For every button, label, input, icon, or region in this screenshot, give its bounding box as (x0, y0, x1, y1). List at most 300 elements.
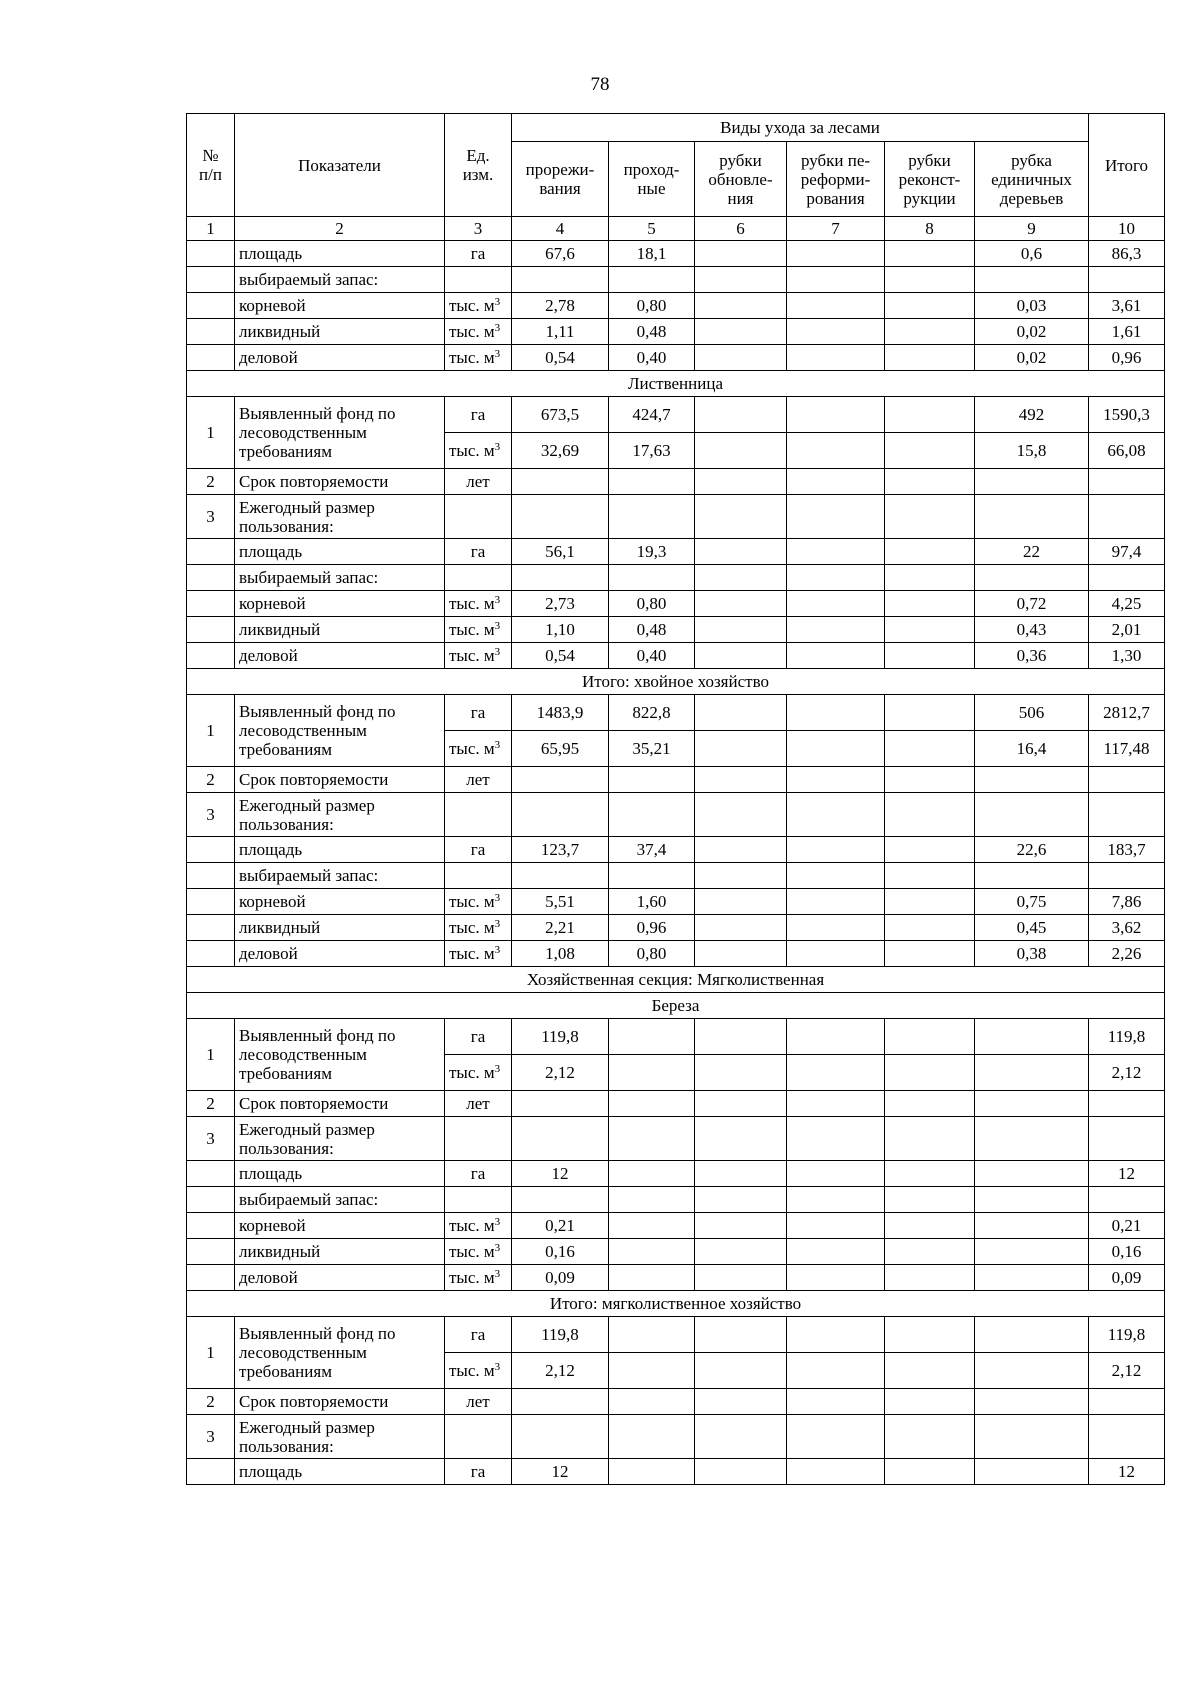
value-cell: 2,26 (1089, 941, 1165, 967)
table-row (187, 469, 1165, 495)
value-cell (695, 1353, 787, 1389)
value-cell (609, 1019, 695, 1055)
value-cell (695, 767, 787, 793)
row-unit: тыс. $м^3$ (445, 617, 512, 643)
value-cell (885, 241, 975, 267)
value-cell (609, 1187, 695, 1213)
row-unit: тыс. $м^3$ (445, 915, 512, 941)
value-cell: 65,95 (512, 731, 609, 767)
value-cell (695, 241, 787, 267)
value-cell (975, 495, 1089, 539)
value-cell (885, 915, 975, 941)
value-cell (787, 1055, 885, 1091)
value-cell (609, 1389, 695, 1415)
value-cell: 1,61 (1089, 319, 1165, 345)
value-cell (787, 1459, 885, 1485)
row-label: Ежегодный размер пользования: (235, 495, 445, 539)
section-title-row (187, 993, 1165, 1019)
value-cell: 3,62 (1089, 915, 1165, 941)
value-cell (609, 1213, 695, 1239)
value-cell: 1483,9 (512, 695, 609, 731)
row-label: деловой (235, 941, 445, 967)
value-cell (885, 1019, 975, 1055)
row-label: Срок повторяемости (235, 469, 445, 495)
table-row (187, 293, 1165, 319)
value-cell (787, 1213, 885, 1239)
table-row (187, 1091, 1165, 1117)
value-cell (787, 1317, 885, 1353)
row-label: деловой (235, 345, 445, 371)
row-unit: тыс. $м^3$ (445, 731, 512, 767)
row-label: площадь (235, 1459, 445, 1485)
value-cell (975, 1389, 1089, 1415)
table-row (187, 643, 1165, 669)
value-cell (975, 1415, 1089, 1459)
value-cell (609, 1459, 695, 1485)
row-number (187, 1239, 235, 1265)
table-row (187, 495, 1165, 539)
value-cell (975, 1213, 1089, 1239)
forest-care-table (186, 113, 1165, 1485)
header-group: Виды ухода за лесами (512, 114, 1089, 142)
value-cell (975, 1187, 1089, 1213)
value-cell: 0,6 (975, 241, 1089, 267)
value-cell (885, 397, 975, 433)
value-cell (609, 793, 695, 837)
table-row (187, 1317, 1165, 1353)
row-unit: га (445, 1161, 512, 1187)
row-unit (445, 495, 512, 539)
value-cell (787, 241, 885, 267)
value-cell (512, 469, 609, 495)
value-cell (512, 793, 609, 837)
value-cell (1089, 1187, 1165, 1213)
row-unit: га (445, 1459, 512, 1485)
row-number: 3 (187, 495, 235, 539)
value-cell: 0,43 (975, 617, 1089, 643)
value-cell (885, 1213, 975, 1239)
value-cell: 2,12 (512, 1055, 609, 1091)
value-cell (609, 1055, 695, 1091)
value-cell (885, 469, 975, 495)
value-cell (787, 293, 885, 319)
value-cell (885, 1389, 975, 1415)
row-label: деловой (235, 643, 445, 669)
row-number (187, 889, 235, 915)
value-cell: 0,16 (1089, 1239, 1165, 1265)
value-cell (787, 565, 885, 591)
value-cell (695, 731, 787, 767)
table-row (187, 767, 1165, 793)
value-cell (885, 293, 975, 319)
value-cell (1089, 1091, 1165, 1117)
row-unit: лет (445, 1091, 512, 1117)
value-cell: 0,48 (609, 319, 695, 345)
value-cell (609, 863, 695, 889)
row-unit: тыс. $м^3$ (445, 345, 512, 371)
header-type: прорежи- вания (512, 142, 609, 217)
table-row (187, 1459, 1165, 1485)
header-type: рубки обновле- ния (695, 142, 787, 217)
section-title: Лиственница (187, 371, 1165, 397)
value-cell (975, 1265, 1089, 1291)
value-cell: 5,51 (512, 889, 609, 915)
table-row (187, 1117, 1165, 1161)
row-number (187, 591, 235, 617)
value-cell: 97,4 (1089, 539, 1165, 565)
value-cell (885, 695, 975, 731)
value-cell (975, 1117, 1089, 1161)
value-cell (787, 1187, 885, 1213)
value-cell (695, 1055, 787, 1091)
section-title-row (187, 967, 1165, 993)
value-cell (787, 345, 885, 371)
row-label: Выявленный фонд по лесоводственным требованиям (235, 695, 445, 767)
row-unit: лет (445, 767, 512, 793)
value-cell: 32,69 (512, 433, 609, 469)
row-label: Выявленный фонд по лесоводственным требованиям (235, 1019, 445, 1091)
value-cell (787, 1265, 885, 1291)
table-row (187, 1161, 1165, 1187)
value-cell (512, 1117, 609, 1161)
table-row (187, 695, 1165, 731)
value-cell: 2812,7 (1089, 695, 1165, 731)
value-cell: 183,7 (1089, 837, 1165, 863)
table-row (187, 1265, 1165, 1291)
value-cell: 0,45 (975, 915, 1089, 941)
table-row (187, 241, 1165, 267)
row-label: ликвидный (235, 1239, 445, 1265)
header-type: проход- ные (609, 142, 695, 217)
row-label: площадь (235, 539, 445, 565)
row-number (187, 345, 235, 371)
header-num: № п/п (187, 114, 235, 217)
value-cell: 12 (512, 1161, 609, 1187)
value-cell (609, 767, 695, 793)
value-cell (512, 1389, 609, 1415)
value-cell (512, 1187, 609, 1213)
row-label: Срок повторяемости (235, 1091, 445, 1117)
value-cell: 0,80 (609, 941, 695, 967)
value-cell: 119,8 (512, 1019, 609, 1055)
value-cell (787, 643, 885, 669)
value-cell (975, 793, 1089, 837)
value-cell (885, 767, 975, 793)
row-label: корневой (235, 293, 445, 319)
section-title-row (187, 669, 1165, 695)
value-cell: 0,21 (1089, 1213, 1165, 1239)
row-unit: тыс. $м^3$ (445, 1265, 512, 1291)
row-unit: тыс. $м^3$ (445, 643, 512, 669)
value-cell (1089, 495, 1165, 539)
value-cell (695, 1239, 787, 1265)
value-cell: 17,63 (609, 433, 695, 469)
value-cell (885, 941, 975, 967)
value-cell: 0,09 (1089, 1265, 1165, 1291)
row-label: ликвидный (235, 319, 445, 345)
header-type: рубка единичных деревьев (975, 142, 1089, 217)
table-row (187, 565, 1165, 591)
value-cell (885, 433, 975, 469)
value-cell (1089, 565, 1165, 591)
value-cell: 0,16 (512, 1239, 609, 1265)
value-cell (975, 267, 1089, 293)
value-cell (512, 495, 609, 539)
row-unit: га (445, 1317, 512, 1353)
value-cell (1089, 863, 1165, 889)
value-cell (1089, 1117, 1165, 1161)
table-row (187, 319, 1165, 345)
value-cell (885, 1415, 975, 1459)
value-cell (787, 1019, 885, 1055)
value-cell (609, 1161, 695, 1187)
row-label: выбираемый запас: (235, 565, 445, 591)
value-cell: 0,38 (975, 941, 1089, 967)
value-cell: 12 (512, 1459, 609, 1485)
table-row (187, 1239, 1165, 1265)
value-cell: 35,21 (609, 731, 695, 767)
value-cell: 18,1 (609, 241, 695, 267)
value-cell (787, 539, 885, 565)
value-cell (695, 267, 787, 293)
row-number: 2 (187, 469, 235, 495)
row-label: Срок повторяемости (235, 767, 445, 793)
value-cell (787, 1389, 885, 1415)
value-cell: 123,7 (512, 837, 609, 863)
value-cell: 37,4 (609, 837, 695, 863)
value-cell (695, 793, 787, 837)
value-cell (695, 565, 787, 591)
value-cell (975, 1317, 1089, 1353)
value-cell (1089, 767, 1165, 793)
table-row (187, 1213, 1165, 1239)
row-unit: тыс. $м^3$ (445, 319, 512, 345)
value-cell: 7,86 (1089, 889, 1165, 915)
row-unit: га (445, 1019, 512, 1055)
table-row (187, 345, 1165, 371)
row-number (187, 863, 235, 889)
value-cell (787, 941, 885, 967)
value-cell (609, 565, 695, 591)
row-unit: тыс. $м^3$ (445, 591, 512, 617)
value-cell: 424,7 (609, 397, 695, 433)
value-cell: 22,6 (975, 837, 1089, 863)
value-cell: 2,12 (1089, 1353, 1165, 1389)
value-cell (885, 1317, 975, 1353)
table-row (187, 591, 1165, 617)
row-unit: тыс. $м^3$ (445, 889, 512, 915)
value-cell (885, 539, 975, 565)
value-cell (609, 1117, 695, 1161)
value-cell (609, 267, 695, 293)
row-unit: га (445, 539, 512, 565)
col-number: 9 (975, 217, 1089, 241)
col-number: 10 (1089, 217, 1165, 241)
value-cell (885, 617, 975, 643)
value-cell (787, 267, 885, 293)
value-cell (975, 1055, 1089, 1091)
value-cell: 16,4 (975, 731, 1089, 767)
value-cell (512, 1415, 609, 1459)
row-number: 1 (187, 1317, 235, 1389)
row-number (187, 915, 235, 941)
row-label: корневой (235, 591, 445, 617)
row-label: Ежегодный размер пользования: (235, 1117, 445, 1161)
table-row (187, 267, 1165, 293)
value-cell: 119,8 (512, 1317, 609, 1353)
row-unit: га (445, 241, 512, 267)
row-label: Срок повторяемости (235, 1389, 445, 1415)
value-cell: 12 (1089, 1459, 1165, 1485)
table-row (187, 837, 1165, 863)
value-cell (885, 889, 975, 915)
value-cell (787, 1239, 885, 1265)
value-cell: 56,1 (512, 539, 609, 565)
value-cell (787, 319, 885, 345)
value-cell: 2,12 (512, 1353, 609, 1389)
value-cell (695, 695, 787, 731)
row-unit: тыс. $м^3$ (445, 1055, 512, 1091)
table-row (187, 793, 1165, 837)
table-row (187, 1415, 1165, 1459)
value-cell (975, 1019, 1089, 1055)
value-cell (885, 345, 975, 371)
value-cell (885, 837, 975, 863)
value-cell (695, 1389, 787, 1415)
value-cell: 0,80 (609, 591, 695, 617)
row-number (187, 643, 235, 669)
value-cell: 86,3 (1089, 241, 1165, 267)
value-cell (695, 1213, 787, 1239)
row-unit: тыс. $м^3$ (445, 941, 512, 967)
row-label: площадь (235, 1161, 445, 1187)
row-label: ликвидный (235, 617, 445, 643)
row-number (187, 1187, 235, 1213)
value-cell (695, 397, 787, 433)
row-unit: лет (445, 469, 512, 495)
col-number: 3 (445, 217, 512, 241)
value-cell (787, 695, 885, 731)
row-unit: га (445, 397, 512, 433)
row-unit: лет (445, 1389, 512, 1415)
section-title: Итого: мягколиственное хозяйство (187, 1291, 1165, 1317)
value-cell (787, 1415, 885, 1459)
value-cell: 2,78 (512, 293, 609, 319)
value-cell (609, 1353, 695, 1389)
table-row (187, 539, 1165, 565)
value-cell (885, 1187, 975, 1213)
table-row (187, 941, 1165, 967)
value-cell (885, 267, 975, 293)
value-cell (885, 1265, 975, 1291)
value-cell: 119,8 (1089, 1317, 1165, 1353)
col-number: 4 (512, 217, 609, 241)
row-number: 1 (187, 397, 235, 469)
value-cell (787, 731, 885, 767)
table-row (187, 889, 1165, 915)
col-number: 8 (885, 217, 975, 241)
value-cell (609, 1265, 695, 1291)
column-numbers-row (187, 217, 1165, 241)
row-unit: га (445, 837, 512, 863)
value-cell: 0,80 (609, 293, 695, 319)
value-cell (885, 1459, 975, 1485)
value-cell (695, 319, 787, 345)
value-cell: 0,48 (609, 617, 695, 643)
section-title: Береза (187, 993, 1165, 1019)
row-number: 2 (187, 1389, 235, 1415)
row-label: выбираемый запас: (235, 863, 445, 889)
table-row (187, 397, 1165, 433)
row-number (187, 539, 235, 565)
value-cell (695, 1459, 787, 1485)
value-cell (975, 469, 1089, 495)
value-cell (609, 1239, 695, 1265)
value-cell (975, 1239, 1089, 1265)
row-number (187, 1161, 235, 1187)
value-cell (695, 293, 787, 319)
header-indicators: Показатели (235, 114, 445, 217)
row-unit: тыс. $м^3$ (445, 293, 512, 319)
row-unit (445, 863, 512, 889)
value-cell (885, 863, 975, 889)
row-unit (445, 793, 512, 837)
value-cell (975, 565, 1089, 591)
value-cell: 0,96 (1089, 345, 1165, 371)
row-label: Выявленный фонд по лесоводственным требованиям (235, 397, 445, 469)
value-cell (975, 1459, 1089, 1485)
row-label: ликвидный (235, 915, 445, 941)
value-cell: 3,61 (1089, 293, 1165, 319)
value-cell: 0,40 (609, 643, 695, 669)
value-cell (885, 565, 975, 591)
row-unit (445, 267, 512, 293)
page-number: 78 (590, 74, 610, 95)
value-cell: 1,30 (1089, 643, 1165, 669)
value-cell: 117,48 (1089, 731, 1165, 767)
value-cell (609, 1415, 695, 1459)
row-number: 2 (187, 767, 235, 793)
value-cell (885, 591, 975, 617)
value-cell (885, 1353, 975, 1389)
value-cell (695, 1091, 787, 1117)
row-unit: тыс. $м^3$ (445, 1239, 512, 1265)
value-cell: 0,72 (975, 591, 1089, 617)
value-cell (695, 889, 787, 915)
value-cell: 1,08 (512, 941, 609, 967)
section-title: Хозяйственная секция: Мягколиственная (187, 967, 1165, 993)
value-cell (695, 1161, 787, 1187)
row-number (187, 617, 235, 643)
row-number: 1 (187, 1019, 235, 1091)
col-number: 6 (695, 217, 787, 241)
value-cell (1089, 469, 1165, 495)
value-cell (787, 1161, 885, 1187)
value-cell: 1,11 (512, 319, 609, 345)
row-number (187, 1213, 235, 1239)
value-cell (885, 1161, 975, 1187)
value-cell (695, 1187, 787, 1213)
row-label: выбираемый запас: (235, 267, 445, 293)
value-cell (885, 1091, 975, 1117)
row-unit: га (445, 695, 512, 731)
col-number: 7 (787, 217, 885, 241)
value-cell: 22 (975, 539, 1089, 565)
value-cell (695, 1317, 787, 1353)
value-cell (695, 941, 787, 967)
row-number: 3 (187, 793, 235, 837)
value-cell (1089, 1415, 1165, 1459)
